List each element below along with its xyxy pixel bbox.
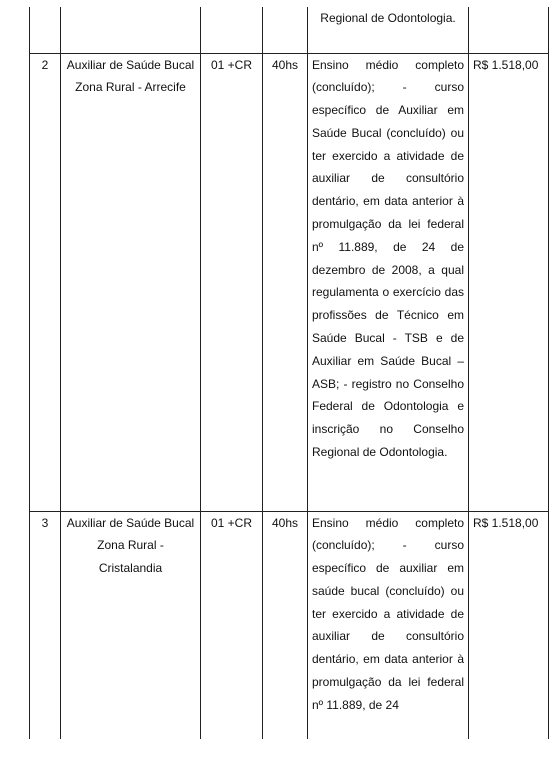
role-name: Auxiliar de Saúde Bucal Zona Rural - Arrecife bbox=[61, 53, 201, 511]
salary: R$ 1.518,00 bbox=[469, 53, 549, 511]
table-row bbox=[30, 511, 549, 739]
vacancies: 01 +CR bbox=[201, 511, 263, 739]
salary: R$ 1.518,00 bbox=[469, 511, 549, 739]
job-positions-table bbox=[29, 7, 549, 739]
role-name: Auxiliar de Saúde Bucal Zona Rural - Cristalandia bbox=[61, 511, 201, 739]
weekly-hours: 40hs bbox=[263, 53, 308, 511]
hours-cell bbox=[263, 7, 308, 53]
row-number: 3 bbox=[30, 511, 61, 739]
role-cell bbox=[61, 7, 201, 53]
salary-cell bbox=[469, 7, 549, 53]
num-cell bbox=[30, 7, 61, 53]
requirements-cell: Regional de Odontologia. bbox=[308, 7, 469, 53]
requirements: Ensino médio completo (concluído); - curso específico de Auxiliar em Saúde Bucal (concluído) ou ter exercido a atividade de auxiliar de consultório dentário, em data anterior à promulgação da lei federal nº 11.889, de 24 de dezembro de 2008, a qual regulamenta o exercício das profissões de Técnico em Saúde Bucal - TSB e de Auxiliar em Saúde Bucal – ASB; - registro no Conselho Federal de Odontologia e inscrição no Conselho Regional de Odontologia. bbox=[308, 53, 469, 511]
weekly-hours: 40hs bbox=[263, 511, 308, 739]
requirements: Ensino médio completo (concluído); - curso específico de auxiliar em saúde bucal (concluído) ou ter exercido a atividade de auxiliar de consultório dentário, em data anterior à promulgação da lei federal nº 11.889, de 24 bbox=[308, 511, 469, 739]
table-row bbox=[30, 53, 549, 511]
vacancies-cell bbox=[201, 7, 263, 53]
row-number: 2 bbox=[30, 53, 61, 511]
vacancies: 01 +CR bbox=[201, 53, 263, 511]
table-row-continuation bbox=[30, 7, 549, 53]
